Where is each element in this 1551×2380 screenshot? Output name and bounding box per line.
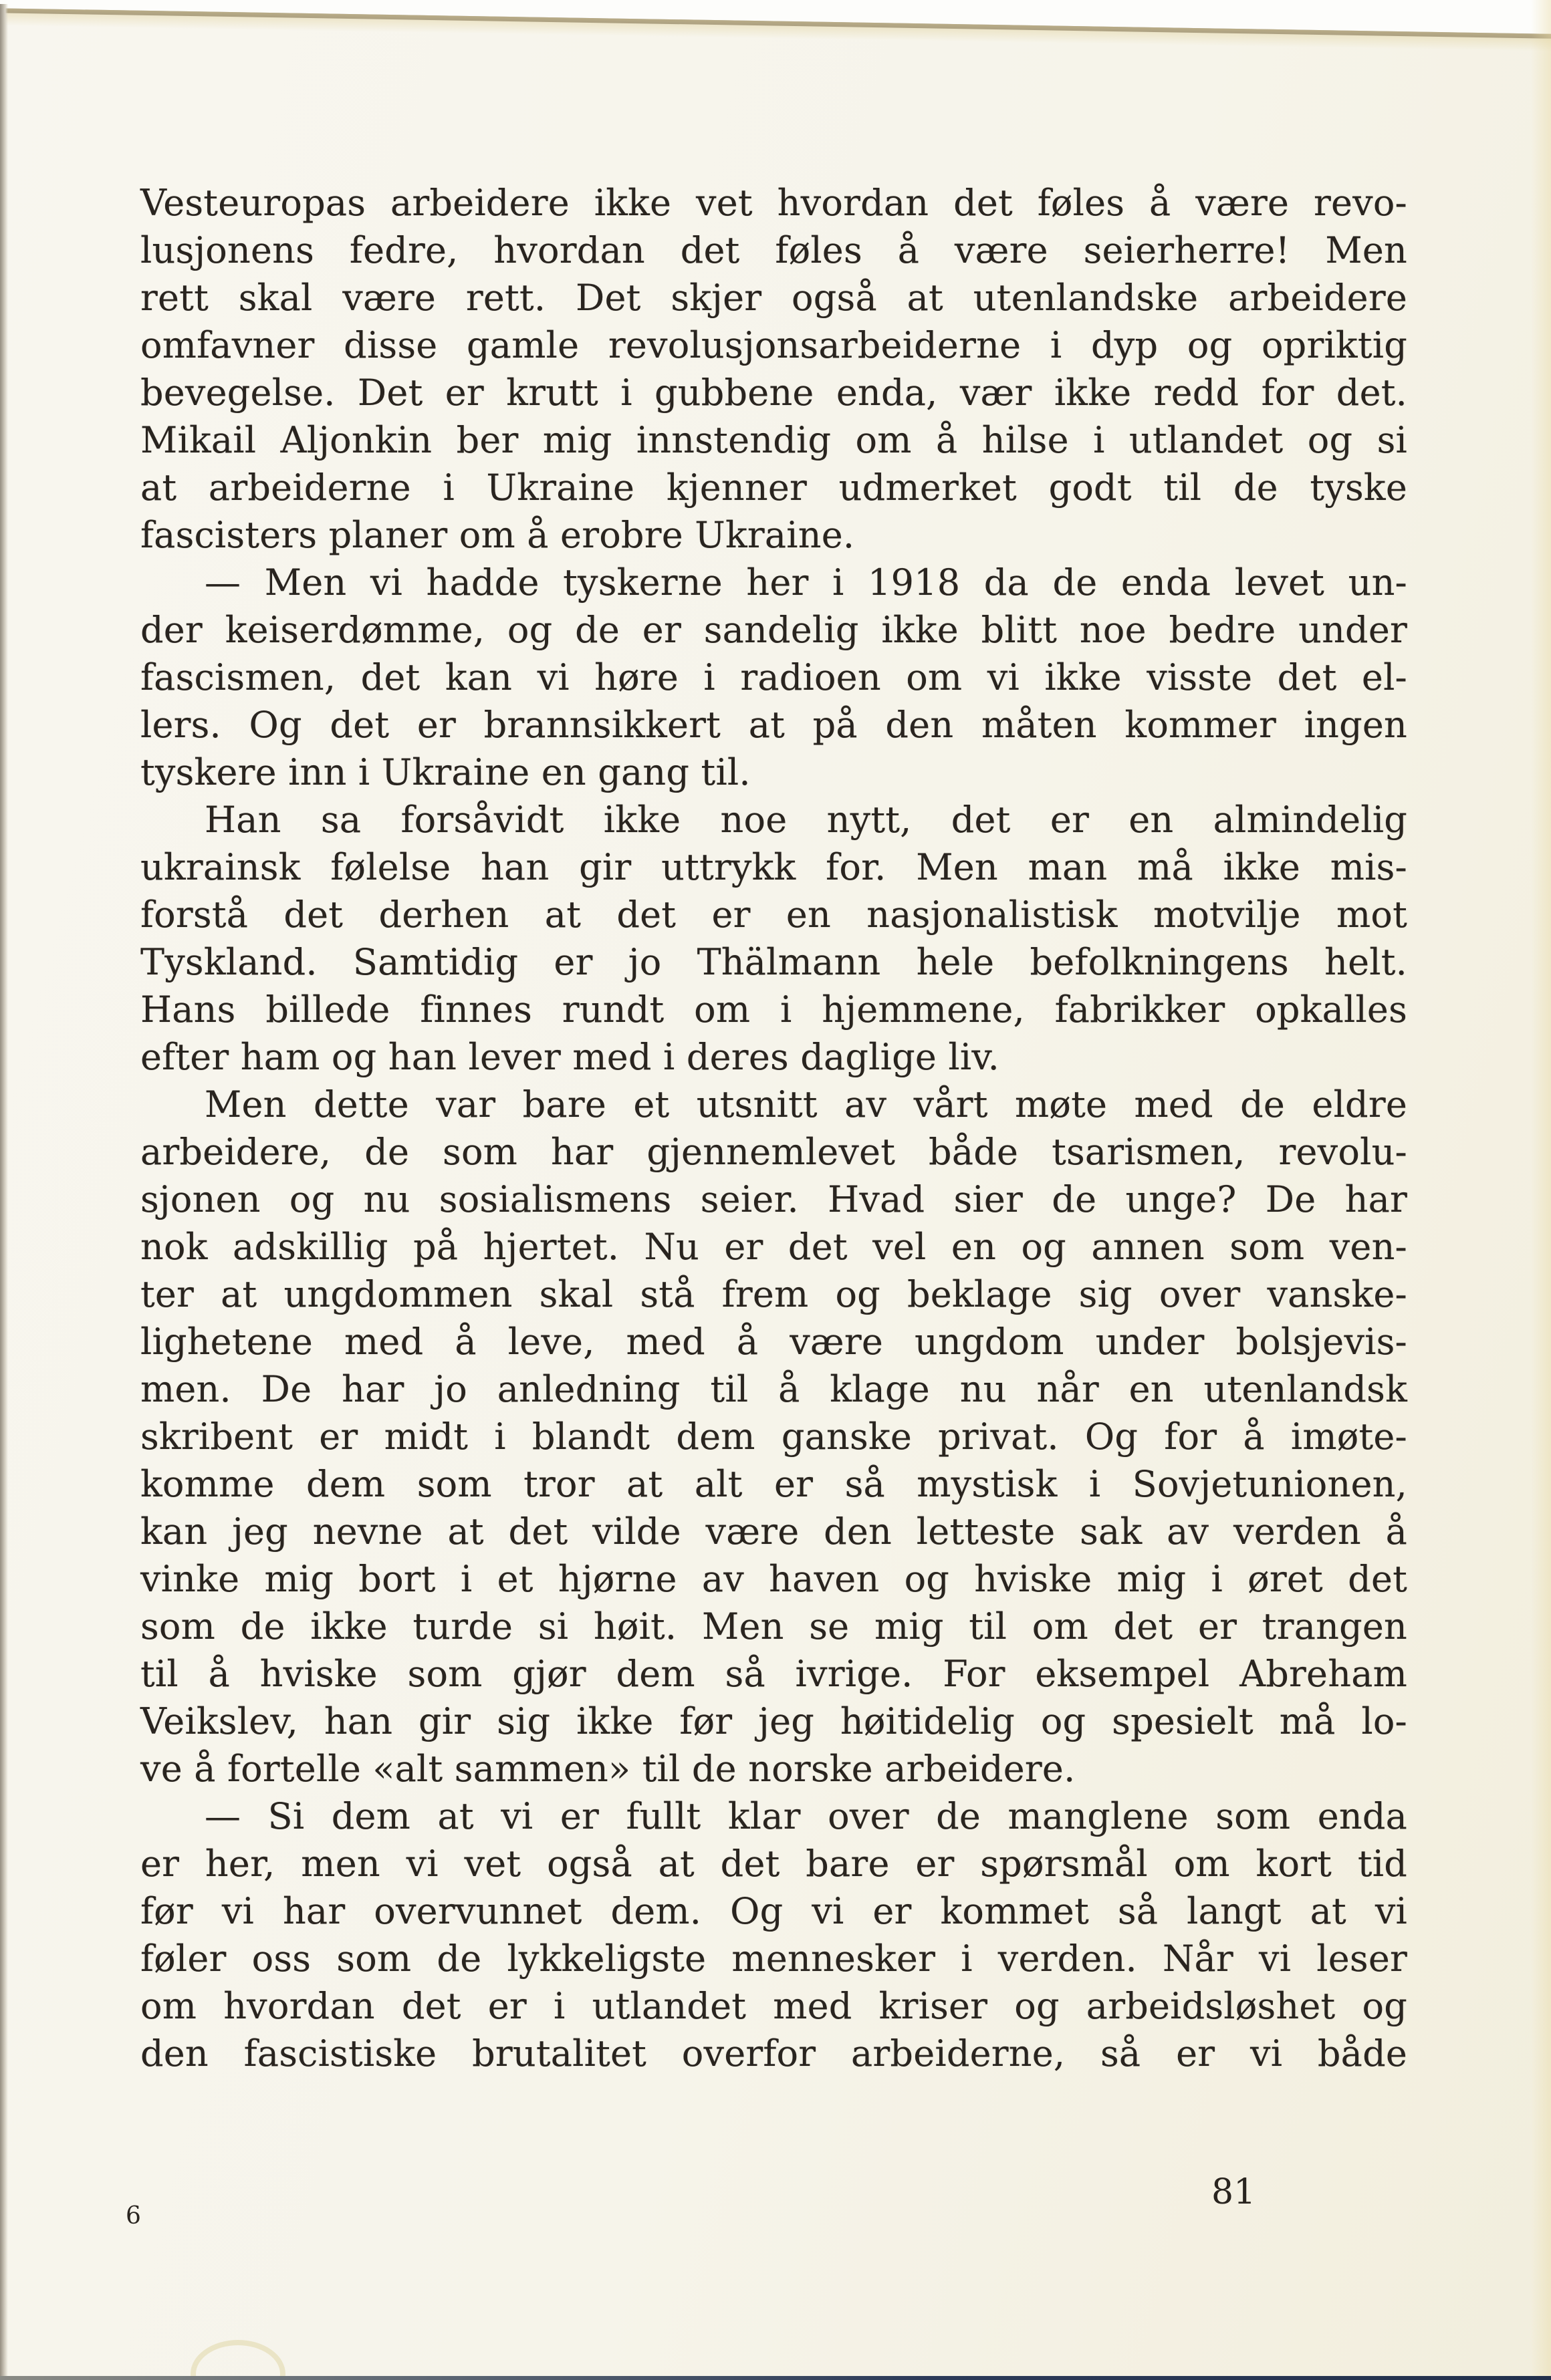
text-line: efter ham og han lever med i deres daglige liv. bbox=[140, 1036, 1000, 1078]
text-line: Tyskland. Samtidig er jo Thälmann hele befolkningens helt. bbox=[140, 941, 1407, 983]
text-line: kan jeg nevne at det vilde være den letteste sak av verden å bbox=[140, 1510, 1407, 1553]
scan-left-edge bbox=[0, 4, 8, 2380]
text-line: komme dem som tror at alt er så mystisk i Sovjetunionen, bbox=[140, 1463, 1407, 1505]
text-line: — Si dem at vi er fullt klar over de manglene som enda bbox=[205, 1795, 1407, 1837]
text-line: ve å fortelle «alt sammen» til de norske arbeidere. bbox=[140, 1748, 1076, 1790]
text-line: arbeidere, de som har gjennemlevet både tsarismen, revolu- bbox=[140, 1131, 1407, 1173]
scan-right-edge bbox=[1531, 0, 1551, 2380]
text-line: lusjonens fedre, hvordan det føles å være seierherre! Men bbox=[140, 229, 1407, 271]
text-line: der keiserdømme, og de er sandelig ikke blitt noe bedre under bbox=[140, 609, 1407, 651]
text-line: vinke mig bort i et hjørne av haven og hviske mig i øret det bbox=[140, 1558, 1407, 1600]
text-line: Mikail Aljonkin ber mig innstendig om å hilse i utlandet og si bbox=[140, 419, 1407, 461]
text-line: Vesteuropas arbeidere ikke vet hvordan det føles å være revo- bbox=[140, 182, 1407, 224]
text-line: sjonen og nu sosialismens seier. Hvad sier de unge? De har bbox=[140, 1178, 1407, 1220]
text-line: Veikslev, han gir sig ikke før jeg høitidelig og spesielt må lo- bbox=[140, 1700, 1407, 1742]
text-line: føler oss som de lykkeligste mennesker i verden. Når vi leser bbox=[140, 1938, 1407, 1980]
page-number: 81 bbox=[1211, 2172, 1256, 2212]
text-line: som de ikke turde si høit. Men se mig til om det er trangen bbox=[140, 1605, 1407, 1647]
text-line: Men dette var bare et utsnitt av vårt møte med de eldre bbox=[205, 1083, 1407, 1126]
text-line: er her, men vi vet også at det bare er spørsmål om kort tid bbox=[140, 1843, 1407, 1885]
text-line: Han sa forsåvidt ikke noe nytt, det er en almindelig bbox=[205, 799, 1407, 841]
page-text bbox=[140, 179, 1407, 2077]
text-line: til å hviske som gjør dem så ivrige. For eksempel Abreham bbox=[140, 1653, 1407, 1695]
text-line: lers. Og det er brannsikkert at på den måten kommer ingen bbox=[140, 704, 1407, 746]
text-line: ter at ungdommen skal stå frem og beklage sig over vanske- bbox=[140, 1273, 1407, 1315]
text-line: fascisters planer om å erobre Ukraine. bbox=[140, 514, 855, 556]
text-line: at arbeiderne i Ukraine kjenner udmerket godt til de tyske bbox=[140, 467, 1407, 509]
text-line: Hans billede finnes rundt om i hjemmene, fabrikker opkalles bbox=[140, 988, 1407, 1031]
text-line: lighetene med å leve, med å være ungdom under bolsjevis- bbox=[140, 1321, 1407, 1363]
text-line: fascismen, det kan vi høre i radioen om vi ikke visste det el- bbox=[140, 656, 1407, 698]
text-line: før vi har overvunnet dem. Og vi er kommet så langt at vi bbox=[140, 1890, 1407, 1932]
text-line: den fascistiske brutalitet overfor arbeiderne, så er vi både bbox=[140, 2032, 1407, 2075]
signature-mark: 6 bbox=[126, 2202, 141, 2230]
ring-stain bbox=[191, 2340, 285, 2380]
text-line: — Men vi hadde tyskerne her i 1918 da de enda levet un- bbox=[205, 561, 1407, 604]
text-line: omfavner disse gamle revolusjonsarbeiderne i dyp og opriktig bbox=[140, 324, 1407, 366]
text-line: ukrainsk følelse han gir uttrykk for. Men man må ikke mis- bbox=[140, 846, 1407, 888]
scan-top-edge bbox=[0, 0, 1551, 41]
text-line: skribent er midt i blandt dem ganske privat. Og for å imøte- bbox=[140, 1416, 1407, 1458]
text-line: rett skal være rett. Det skjer også at utenlandske arbeidere bbox=[140, 277, 1407, 319]
text-line: tyskere inn i Ukraine en gang til. bbox=[140, 751, 751, 793]
scan-bottom-edge bbox=[0, 2376, 1551, 2380]
text-line: om hvordan det er i utlandet med kriser og arbeidsløshet og bbox=[140, 1985, 1407, 2027]
text-line: men. De har jo anledning til å klage nu når en utenlandsk bbox=[140, 1368, 1407, 1410]
text-line: bevegelse. Det er krutt i gubbene enda, vær ikke redd for det. bbox=[140, 372, 1407, 414]
text-line: nok adskillig på hjertet. Nu er det vel en og annen som ven- bbox=[140, 1226, 1407, 1268]
text-line: forstå det derhen at det er en nasjonalistisk motvilje mot bbox=[140, 894, 1407, 936]
